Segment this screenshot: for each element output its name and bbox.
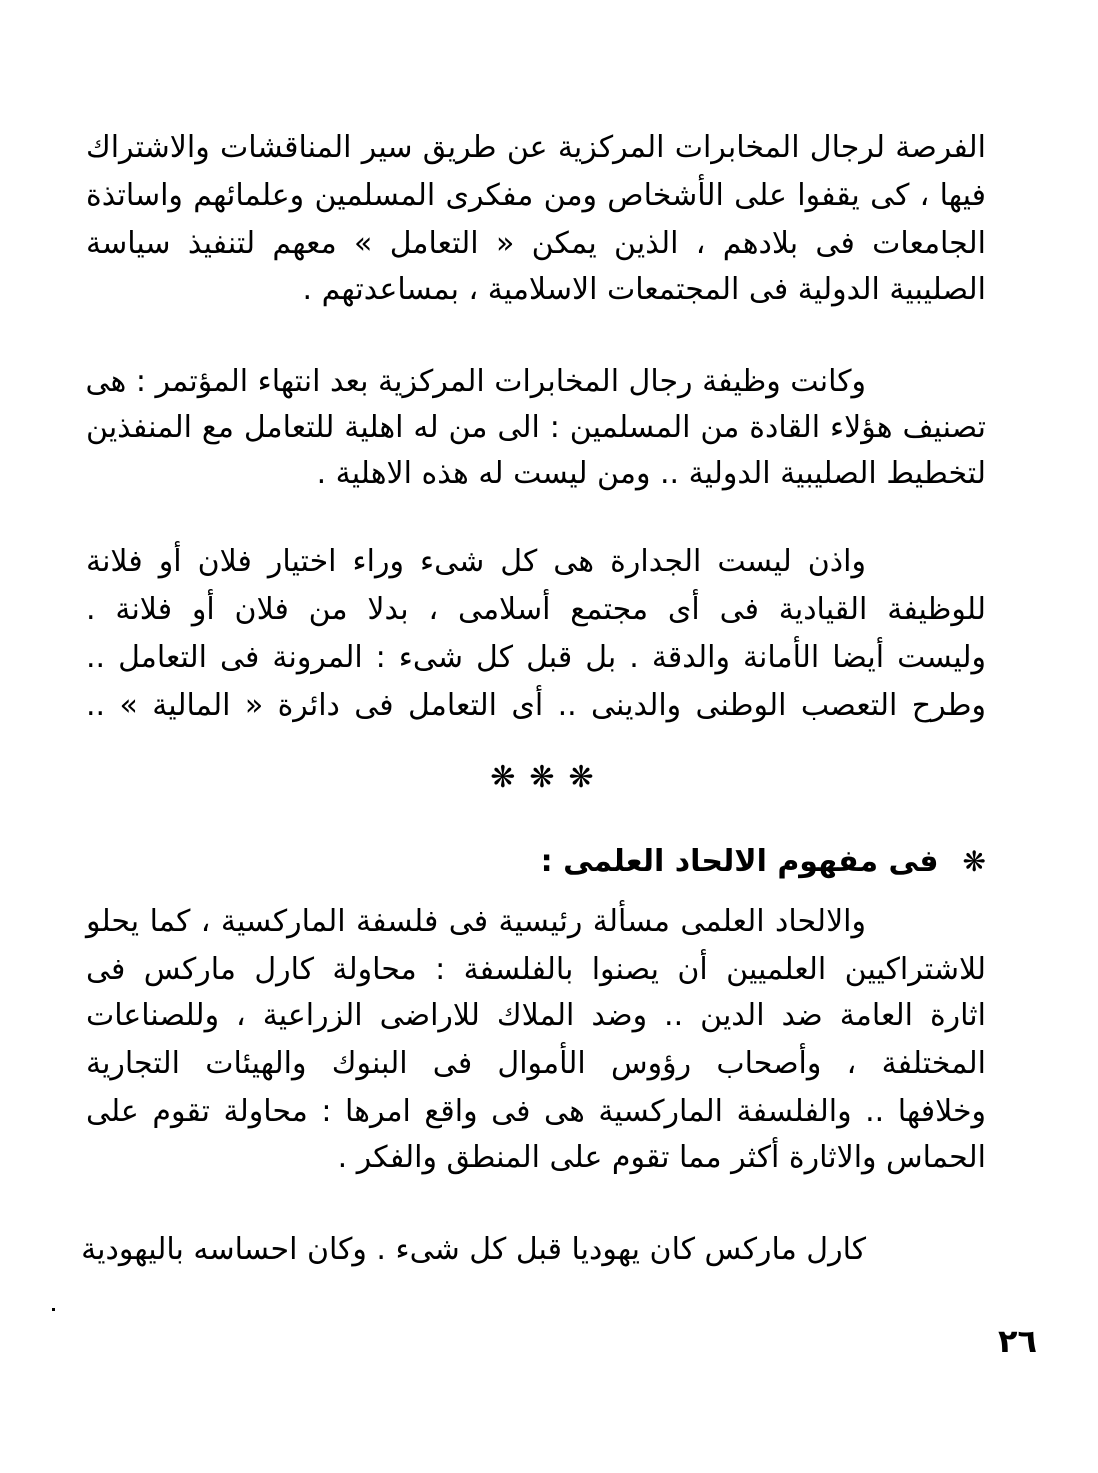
text-line: للوظيفة القيادية فى أى مجتمع أسلامى ، بدلا من فلان أو فلانة . [86,592,986,627]
scan-speck [52,1308,55,1311]
text-line: الجامعات فى بلادهم ، الذين يمكن « التعامل » معهم لتنفيذ سياسة [86,226,986,261]
text-line: للاشتراكيين العلميين أن يصنوا بالفلسفة : محاولة كارل ماركس فى [86,952,986,987]
page-number: ٢٦ [998,1322,1038,1360]
section-heading [541,840,986,884]
text-line: فيها ، كى يقفوا على الأشخاص ومن مفكرى المسلمين وعلمائهم واساتذة [86,178,986,213]
text-line: الفرصة لرجال المخابرات المركزية عن طريق سير المناقشات والاشتراك [86,130,986,165]
text-line: الحماس والاثارة أكثر مما تقوم على المنطق والفكر . [337,1140,986,1175]
section-separator: ❋❋❋ [490,760,608,795]
text-line: اثارة العامة ضد الدين .. وضد الملاك للاراضى الزراعية ، وللصناعات [86,998,986,1033]
text-line: الصليبية الدولية فى المجتمعات الاسلامية ، بمساعدتهم . [302,272,986,307]
section-heading-title: فى مفهوم الالحاد العلمى : [540,844,939,879]
asterism-icon: ❋ [962,845,986,878]
text-line: والالحاد العلمى مسألة رئيسية فى فلسفة الماركسية ، كما يحلو [86,904,866,939]
text-line: لتخطيط الصليبية الدولية .. ومن ليست له هذه الاهلية . [316,456,986,491]
text-line: وليست أيضا الأمانة والدقة . بل قبل كل شىء : المرونة فى التعامل .. [86,640,986,675]
text-line: وطرح التعصب الوطنى والدينى .. أى التعامل فى دائرة « المالية » .. [86,688,986,723]
text-line: تصنيف هؤلاء القادة من المسلمين : الى من له اهلية للتعامل مع المنفذين [86,410,986,445]
text-line: وخلافها .. والفلسفة الماركسية هى فى واقع امرها : محاولة تقوم على [86,1094,986,1129]
text-line: كارل ماركس كان يهوديا قبل كل شىء . وكان احساسه باليهودية [81,1232,866,1267]
text-line: وكانت وظيفة رجال المخابرات المركزية بعد انتهاء المؤتمر : هى [85,364,866,399]
text-line: المختلفة ، وأصحاب رؤوس الأموال فى البنوك والهيئات التجارية [86,1046,986,1081]
text-line: واذن ليست الجدارة هى كل شىء وراء اختيار فلان أو فلانة [86,544,866,579]
